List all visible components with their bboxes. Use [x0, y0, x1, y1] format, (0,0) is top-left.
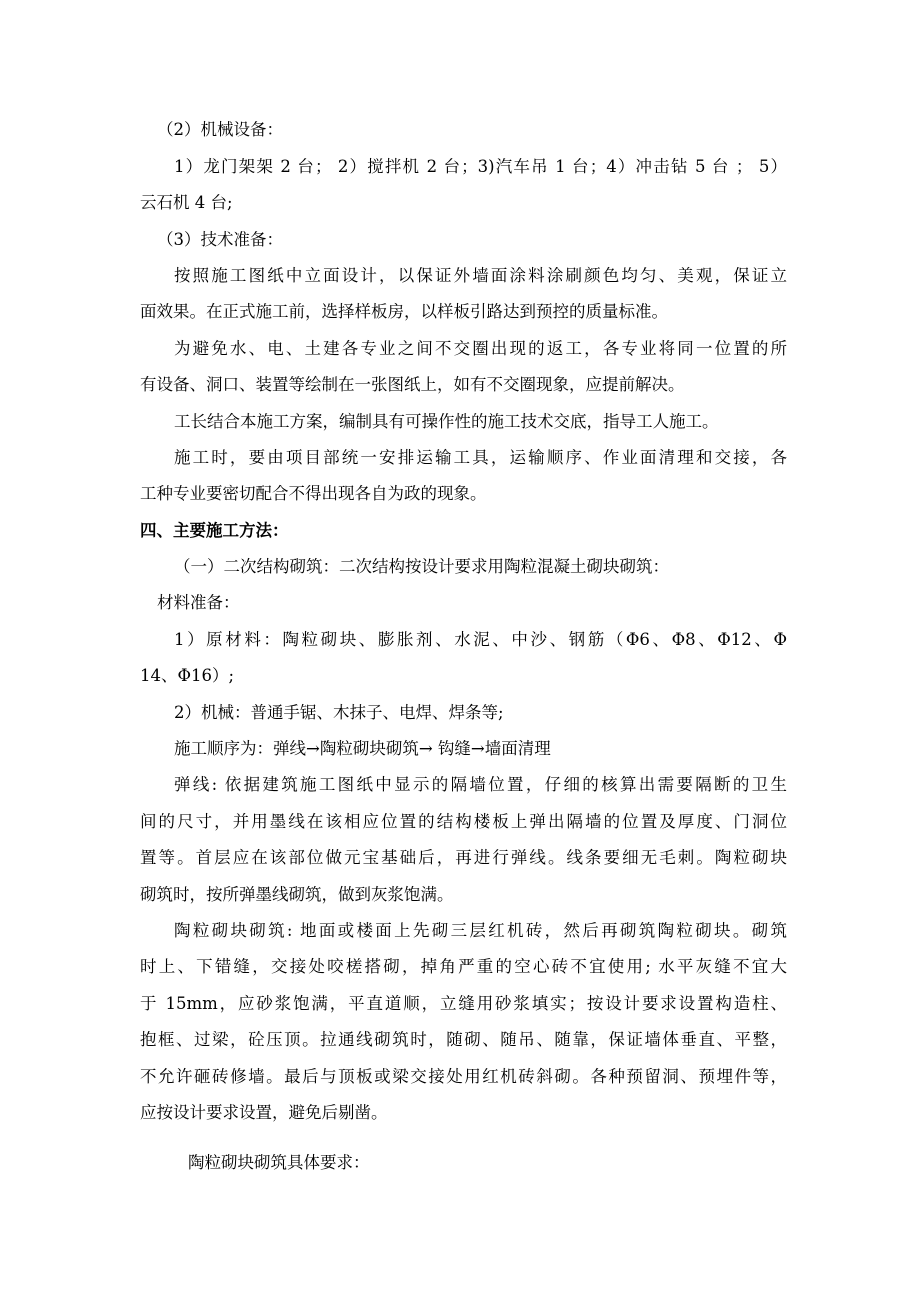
paragraph-line: 工种专业要密切配合不得出现各自为政的现象。 — [140, 484, 487, 503]
paragraph-line: 不允许砸砖修墙。最后与顶板或梁交接处用红机砖斜砌。各种预留洞、预埋件等， — [140, 1067, 787, 1086]
paragraph-line: 施工时，要由项目部统一安排运输工具，运输顺序、作业面清理和交接，各 — [174, 448, 787, 467]
construction-sequence: 施工顺序为：弹线→陶粒砌块砌筑→ 钩缝→墙面清理 — [174, 739, 551, 758]
paragraph-line: 置等。首层应在该部位做元宝基础后，再进行弹线。线条要细无毛刺。陶粒砌块 — [140, 848, 787, 867]
section-heading-main-methods: 四、主要施工方法： — [140, 521, 289, 540]
paragraph-line: 陶粒砌块砌筑: 地面或楼面上先砌三层红机砖，然后再砌筑陶粒砌块。砌筑 — [174, 921, 787, 940]
paragraph-line: 1）原材料：陶粒砌块、膨胀剂、水泥、中沙、钢筋（Φ6、Φ8、Φ12、Φ — [174, 630, 787, 649]
paragraph-line: 间的尺寸，并用墨线在该相应位置的结构楼板上弹出隔墙的位置及厚度、门洞位 — [140, 812, 787, 831]
paragraph-line: 为避免水、电、土建各专业之间不交圈出现的返工，各专业将同一位置的所 — [174, 339, 787, 358]
section-heading-technical: （3）技术准备： — [157, 230, 283, 249]
section-heading-equipment: （2）机械设备： — [157, 120, 283, 139]
paragraph-line: 2）机械：普通手锯、木抹子、电焊、焊条等; — [174, 703, 504, 722]
paragraph-line: 14、Φ16）; — [140, 666, 235, 685]
subsection-heading: （一）二次结构砌筑：二次结构按设计要求用陶粒混凝土砌块砌筑： — [174, 557, 669, 576]
subsection-heading: 陶粒砌块砌筑具体要求： — [188, 1153, 370, 1172]
paragraph-line: 弹线: 依据建筑施工图纸中显示的隔墙位置，仔细的核算出需要隔断的卫生 — [174, 775, 787, 794]
paragraph-line: 于 15mm，应砂浆饱满，平直道顺，立缝用砂浆填实；按设计要求设置构造柱、 — [140, 994, 787, 1013]
paragraph-line: 工长结合本施工方案，编制具有可操作性的施工技术交底，指导工人施工。 — [174, 412, 719, 431]
paragraph-line: 有设备、洞口、装置等绘制在一张图纸上，如有不交圈现象，应提前解决。 — [140, 375, 685, 394]
paragraph-line: 面效果。在正式施工前，选择样板房，以样板引路达到预控的质量标准。 — [140, 302, 668, 321]
paragraph-line: 应按设计要求设置，避免后剔凿。 — [140, 1103, 388, 1122]
paragraph-line: 抱框、过梁，砼压顶。拉通线砌筑时，随砌、随吊、随靠，保证墙体垂直、平整， — [140, 1030, 787, 1049]
paragraph-line: 云石机 4 台; — [140, 193, 233, 212]
paragraph-line: 砌筑时，按所弹墨线砌筑，做到灰浆饱满。 — [140, 885, 454, 904]
paragraph-line: 时上、下错缝，交接处咬槎搭砌，掉角严重的空心砖不宜使用; 水平灰缝不宜大 — [140, 957, 787, 976]
paragraph-line: 1）龙门架架 2 台； 2）搅拌机 2 台；3)汽车吊 1 台；4）冲击钻 5 台 ； 5） — [174, 157, 787, 176]
paragraph-line: 按照施工图纸中立面设计，以保证外墙面涂料涂刷颜色均匀、美观，保证立 — [174, 266, 787, 285]
subsection-label: 材料准备： — [157, 593, 240, 612]
